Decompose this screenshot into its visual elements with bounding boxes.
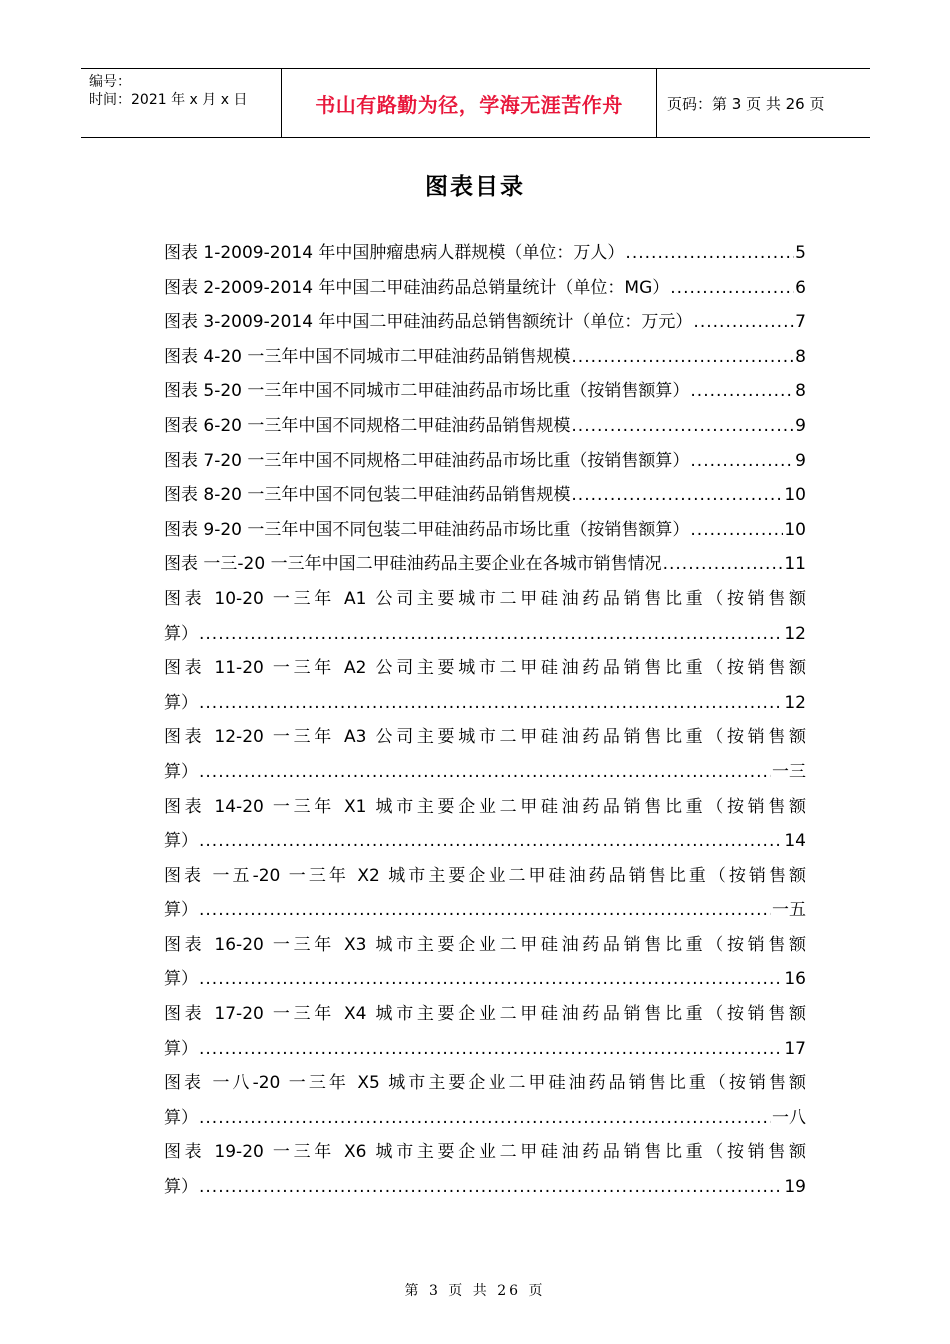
toc-page-number: 一五: [772, 900, 806, 921]
toc-entry-title-continued: 算）: [164, 761, 198, 782]
toc-dot-leader: [199, 824, 783, 859]
toc-entry-title: 图表 2-2009-2014 年中国二甲硅油药品总销量统计（单位：MG）: [164, 277, 670, 298]
toc-dot-leader: [690, 374, 794, 409]
toc-entry-title-continued: 算）: [164, 900, 198, 921]
toc-page-number: 12: [784, 623, 806, 644]
toc-entry[interactable]: [164, 997, 806, 1066]
toc-page-number: 17: [784, 1038, 806, 1059]
toc-entry-title: 图表 6-20 一三年中国不同规格二甲硅油药品销售规模: [164, 415, 571, 436]
toc-entry[interactable]: [164, 1066, 806, 1135]
toc-page-number: 16: [784, 969, 806, 990]
toc-line: [164, 686, 806, 721]
toc-entry[interactable]: [164, 444, 806, 479]
toc-line: [164, 340, 806, 375]
toc-entry[interactable]: [164, 271, 806, 306]
toc-line: [164, 1101, 806, 1136]
toc-dot-leader: [690, 513, 783, 548]
toc-line: [164, 271, 806, 306]
toc-line: [164, 1170, 806, 1205]
toc-entry-title: 图表 12-20 一三年 A3 公司主要城市二甲硅油药品销售比重（按销售额: [164, 727, 806, 748]
toc-dot-leader: [199, 617, 783, 652]
toc-entry[interactable]: [164, 582, 806, 651]
toc-entry-title: 图表 17-20 一三年 X4 城市主要企业二甲硅油药品销售比重（按销售额: [164, 1004, 806, 1025]
toc-entry[interactable]: [164, 651, 806, 720]
toc-entry[interactable]: [164, 1135, 806, 1204]
toc-dot-leader: [571, 478, 783, 513]
toc-line: [164, 305, 806, 340]
toc-dot-leader: [571, 340, 794, 375]
toc-entry[interactable]: [164, 374, 806, 409]
toc-dot-leader: [199, 893, 771, 928]
toc-dot-leader: [199, 1032, 783, 1067]
toc-line: [164, 962, 806, 997]
toc-page-number: 10: [784, 519, 806, 540]
page-footer: 第 3 页 共 26 页: [404, 1283, 546, 1299]
toc-line: [164, 409, 806, 444]
toc-page-number: 10: [784, 485, 806, 506]
toc-dot-leader: [199, 1170, 783, 1205]
toc-page-number: 14: [784, 831, 806, 852]
toc-entry-title-continued: 算）: [164, 623, 198, 644]
toc-dot-leader: [663, 547, 784, 582]
toc-dot-leader: [199, 755, 771, 790]
toc-entry-title-continued: 算）: [164, 1107, 198, 1128]
toc-line: [164, 1032, 806, 1067]
toc-entry[interactable]: [164, 305, 806, 340]
toc-dot-leader: [199, 686, 783, 721]
toc-line: [164, 824, 806, 859]
toc-entry[interactable]: [164, 340, 806, 375]
header-page-info-cell: [657, 69, 870, 137]
toc-entry-title: 图表 一八-20 一三年 X5 城市主要企业二甲硅油药品销售比重（按销售额: [164, 1073, 806, 1094]
header-time-label: 时间：2021 年 x 月 x 日: [89, 92, 248, 108]
page-title: 图表目录: [425, 174, 525, 200]
toc-entry-title: 图表 11-20 一三年 A2 公司主要城市二甲硅油药品销售比重（按销售额: [164, 658, 806, 679]
header-meta: [81, 69, 282, 137]
toc-line: [164, 444, 806, 479]
header-motto: 书山有路勤为径，学海无涯苦作舟: [315, 92, 623, 117]
toc-entry[interactable]: [164, 720, 806, 789]
page-header: [81, 68, 870, 138]
toc-dot-leader: [625, 236, 794, 271]
toc-entry[interactable]: [164, 859, 806, 928]
toc-entry-title-continued: 算）: [164, 969, 198, 990]
header-page-info: 页码：第 3 页 共 26 页: [667, 94, 825, 113]
toc-entry[interactable]: [164, 409, 806, 444]
toc-page-number: 7: [795, 312, 806, 333]
toc-entry[interactable]: [164, 790, 806, 859]
toc-page-number: 6: [795, 277, 806, 298]
toc-line: [164, 478, 806, 513]
toc-page-number: 9: [795, 450, 806, 471]
toc-entry-title: 图表 9-20 一三年中国不同包装二甲硅油药品市场比重（按销售额算）: [164, 519, 690, 540]
toc-page-number: 19: [784, 1177, 806, 1198]
toc-entry-title: 图表 14-20 一三年 X1 城市主要企业二甲硅油药品销售比重（按销售额: [164, 796, 806, 817]
toc-line: [164, 236, 806, 271]
toc-page-number: 一八: [772, 1107, 806, 1128]
header-motto-cell: [282, 69, 657, 137]
toc-line: [164, 617, 806, 652]
toc-entry-title: 图表 一五-20 一三年 X2 城市主要企业二甲硅油药品销售比重（按销售额: [164, 865, 806, 886]
toc-entry-title: 图表 3-2009-2014 年中国二甲硅油药品总销售额统计（单位：万元）: [164, 312, 693, 333]
toc-dot-leader: [199, 1101, 771, 1136]
toc-entry-title: 图表 16-20 一三年 X3 城市主要企业二甲硅油药品销售比重（按销售额: [164, 934, 806, 955]
toc-entry-title-continued: 算）: [164, 1038, 198, 1059]
toc-entry-title: 图表 7-20 一三年中国不同规格二甲硅油药品市场比重（按销售额算）: [164, 450, 690, 471]
toc-dot-leader: [571, 409, 794, 444]
toc-line: [164, 547, 806, 582]
toc-entry-title: 图表 一三-20 一三年中国二甲硅油药品主要企业在各城市销售情况: [164, 554, 662, 575]
toc-page-number: 8: [795, 346, 806, 367]
table-of-figures: [164, 236, 806, 1205]
toc-page-number: 5: [795, 243, 806, 263]
toc-dot-leader: [690, 444, 794, 479]
toc-page-number: 8: [795, 381, 806, 402]
toc-entry-title-continued: 算）: [164, 692, 198, 713]
toc-entry-title: 图表 4-20 一三年中国不同城市二甲硅油药品销售规模: [164, 346, 571, 367]
toc-entry[interactable]: [164, 236, 806, 271]
toc-line: [164, 374, 806, 409]
toc-entry-title: 图表 5-20 一三年中国不同城市二甲硅油药品市场比重（按销售额算）: [164, 381, 690, 402]
toc-entry-title: 图表 8-20 一三年中国不同包装二甲硅油药品销售规模: [164, 485, 571, 506]
toc-page-number: 12: [784, 692, 806, 713]
toc-line: [164, 893, 806, 928]
toc-page-number: 一三: [772, 761, 806, 782]
toc-dot-leader: [670, 271, 794, 306]
toc-page-number: 9: [795, 415, 806, 436]
toc-entry-title-continued: 算）: [164, 1177, 198, 1198]
toc-entry-title-continued: 算）: [164, 831, 198, 852]
toc-entry-title: 图表 19-20 一三年 X6 城市主要企业二甲硅油药品销售比重（按销售额: [164, 1142, 806, 1163]
toc-line: [164, 513, 806, 548]
toc-entry-title: 图表 10-20 一三年 A1 公司主要城市二甲硅油药品销售比重（按销售额: [164, 588, 806, 609]
header-number-label: 编号：: [89, 74, 131, 90]
toc-entry[interactable]: [164, 547, 806, 582]
toc-entry[interactable]: [164, 928, 806, 997]
toc-entry[interactable]: [164, 513, 806, 548]
toc-entry[interactable]: [164, 478, 806, 513]
toc-dot-leader: [199, 962, 783, 997]
toc-page-number: 11: [784, 554, 806, 575]
toc-dot-leader: [693, 305, 794, 340]
toc-line: [164, 755, 806, 790]
toc-entry-title: 图表 1-2009-2014 年中国肿瘤患病人群规模（单位：万人）: [164, 243, 625, 263]
